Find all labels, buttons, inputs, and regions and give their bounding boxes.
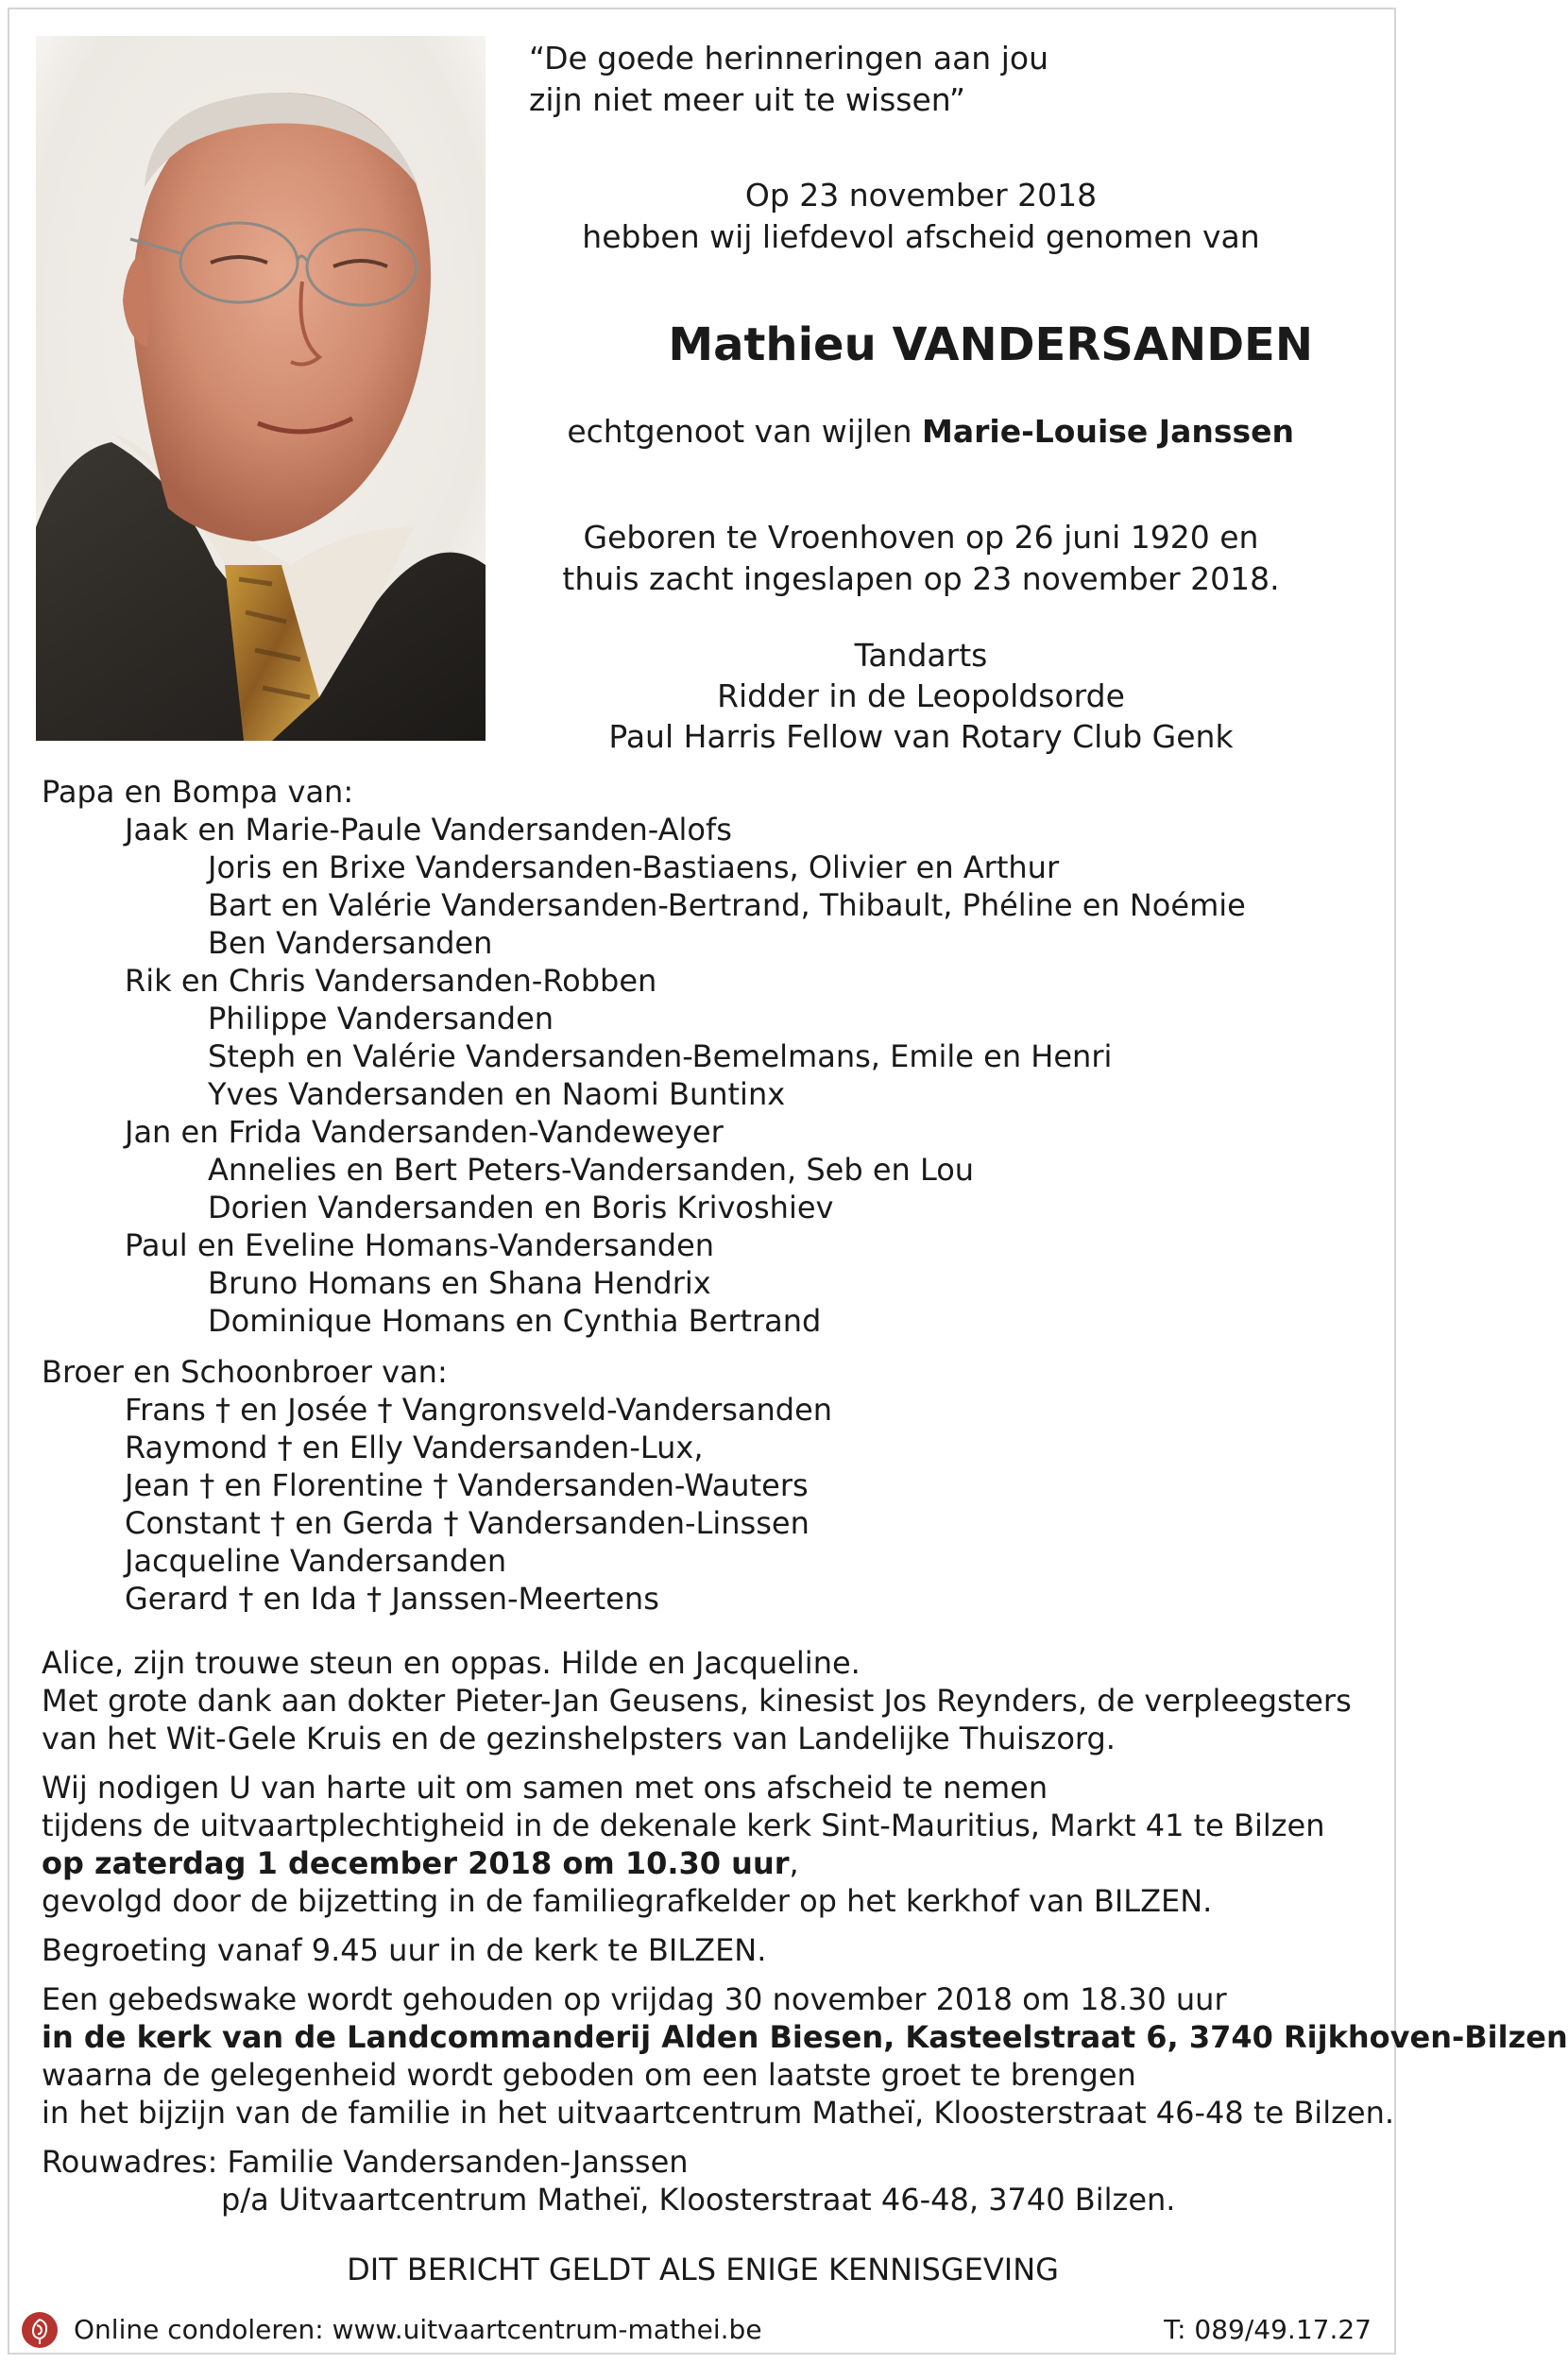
title-line: Ridder in de Leopoldsorde	[717, 677, 1125, 714]
sibling-line: Gerard † en Ida † Janssen-Meertens	[125, 1581, 659, 1617]
online-condolence-link[interactable]: Online condoleren: www.uitvaartcentrum-mathei.be	[74, 2314, 762, 2345]
intro-line: Op 23 november 2018	[744, 177, 1098, 214]
family-line: Bart en Valérie Vandersanden-Bertrand, Thibault, Phéline en Noémie	[208, 887, 1246, 923]
invite-punct: ,	[789, 1845, 799, 1881]
family-line: Dominique Homans en Cynthia Bertrand	[208, 1303, 822, 1339]
title-line: Tandarts	[854, 637, 988, 674]
family-line: Steph en Valérie Vandersanden-Bemelmans, Emile en Henri	[208, 1038, 1113, 1074]
memorial-quote	[529, 38, 1048, 121]
family-line: Annelies en Bert Peters-Vandersanden, Seb en Lou	[208, 1152, 975, 1188]
quote-line: zijn niet meer uit te wissen”	[529, 81, 965, 118]
phone-number: T: 089/49.17.27	[1164, 2314, 1372, 2345]
family-line: Bruno Homans en Shana Hendrix	[208, 1265, 711, 1301]
invite-line: tijdens de uitvaartplechtigheid in de dekenale kerk Sint-Mauritius, Markt 41 te Bilzen	[42, 1807, 1325, 1843]
children-heading: Papa en Bompa van:	[42, 774, 354, 810]
thanks-line: Alice, zijn trouwe steun en oppas. Hilde en Jacqueline.	[42, 1645, 861, 1681]
quote-line: “De goede herinneringen aan jou	[529, 40, 1048, 77]
family-line: Dorien Vandersanden en Boris Krivoshiev	[208, 1190, 834, 1225]
siblings-heading: Broer en Schoonbroer van:	[42, 1354, 448, 1390]
address-line: p/a Uitvaartcentrum Matheï, Kloosterstraat 46-48, 3740 Bilzen.	[221, 2182, 1176, 2218]
thanks-line: van het Wit-Gele Kruis en de gezinshelpsters van Landelijke Thuiszorg.	[42, 1721, 1116, 1756]
spouse-prefix: echtgenoot van wijlen	[567, 413, 922, 450]
family-line: Ben Vandersanden	[208, 925, 493, 961]
invite-line: Wij nodigen U van harte uit om samen met ons afscheid te nemen	[42, 1770, 1048, 1806]
family-line: Joris en Brixe Vandersanden-Bastiaens, Olivier en Arthur	[208, 849, 1060, 885]
family-line: Jan en Frida Vandersanden-Vandeweyer	[125, 1114, 724, 1150]
family-section	[42, 773, 1364, 1618]
invite-line: gevolgd door de bijzetting in de familiegrafkelder op het kerkhof van BILZEN.	[42, 1883, 1213, 1919]
vigil-location-text: in de kerk van de Landcommanderij Alden Biesen, Kasteelstraat 6, 3740 Rijkhoven-Bilzen	[42, 2019, 1568, 2055]
deceased-name: Mathieu VANDERSANDEN	[668, 318, 1313, 371]
family-line: Philippe Vandersanden	[208, 1001, 554, 1036]
notice-line: DIT BERICHT GELDT ALS ENIGE KENNISGEVING	[347, 2252, 1059, 2287]
portrait-photo	[36, 36, 486, 741]
vigil-line: Een gebedswake wordt gehouden op vrijdag 30 november 2018 om 18.30 uur	[42, 1981, 1227, 2017]
intro-line: hebben wij liefdevol afscheid genomen van	[582, 218, 1260, 255]
vigil-line: in het bijzijn van de familie in het uitvaartcentrum Matheï, Kloosterstraat 46-48 te Bilzen.	[42, 2095, 1395, 2131]
family-line: Yves Vandersanden en Naomi Buntinx	[208, 1076, 786, 1112]
vigil-line: waarna de gelegenheid wordt geboden om een laatste groet te brengen	[42, 2057, 1136, 2093]
spouse-name: Marie-Louise Janssen	[922, 413, 1294, 450]
sibling-line: Raymond † en Elly Vandersanden-Lux,	[125, 1430, 704, 1465]
address-line: Rouwadres: Familie Vandersanden-Janssen	[42, 2144, 689, 2180]
intro-block	[529, 175, 1313, 258]
rose-icon	[21, 2311, 59, 2349]
thanks-line: Met grote dank aan dokter Pieter-Jan Geusens, kinesist Jos Reynders, de verpleegsters	[42, 1683, 1352, 1719]
footer-bar	[17, 2309, 1389, 2351]
family-line: Rik en Chris Vandersanden-Robben	[125, 963, 657, 999]
vigil-location	[42, 2018, 1568, 2056]
sibling-line: Frans † en Josée † Vangronsveld-Vandersanden	[125, 1392, 833, 1428]
birth-line: thuis zacht ingeslapen op 23 november 2018.	[562, 560, 1280, 597]
family-line: Paul en Eveline Homans-Vandersanden	[125, 1227, 715, 1263]
title-line: Paul Harris Fellow van Rotary Club Genk	[608, 718, 1234, 755]
spouse-line	[529, 411, 1294, 453]
funeral-datetime: op zaterdag 1 december 2018 om 10.30 uur	[42, 1845, 790, 1881]
birth-line: Geboren te Vroenhoven op 26 juni 1920 en	[583, 519, 1259, 556]
sibling-line: Jean † en Florentine † Vandersanden-Wauters	[125, 1467, 809, 1503]
portrait-illustration	[36, 36, 486, 741]
titles-block	[529, 635, 1313, 757]
greeting-line: Begroeting vanaf 9.45 uur in de kerk te BILZEN.	[42, 1932, 767, 1968]
ceremony-details	[42, 1644, 1568, 2218]
sibling-line: Constant † en Gerda † Vandersanden-Linssen	[125, 1505, 810, 1541]
birth-block	[529, 517, 1313, 600]
invite-date-line	[42, 1844, 1373, 1882]
family-line: Jaak en Marie-Paule Vandersanden-Alofs	[125, 812, 732, 848]
sibling-line: Jacqueline Vandersanden	[125, 1543, 507, 1579]
